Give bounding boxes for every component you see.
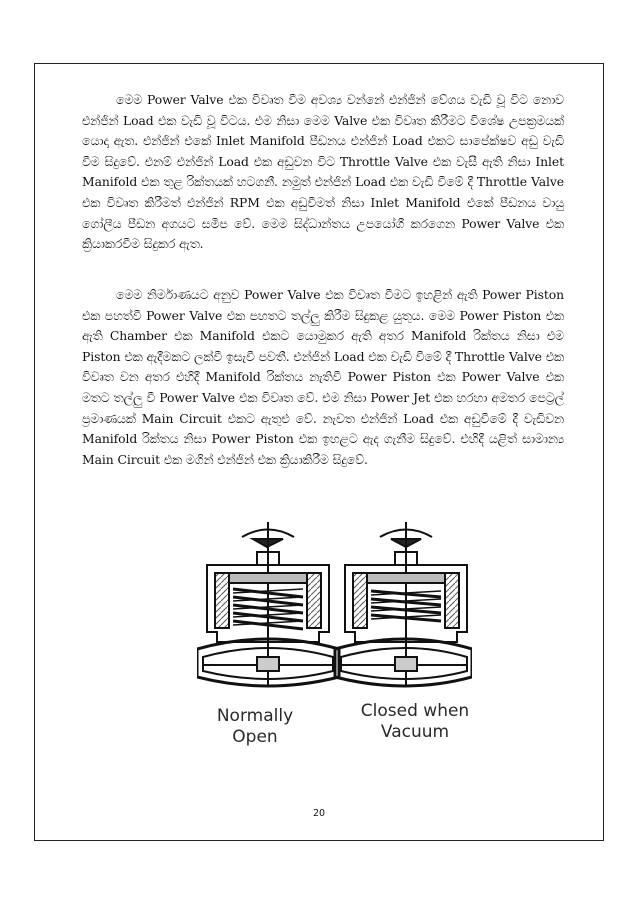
paragraph-2: මෙම නිර්මාණයට අනුව Power Valve එක විවෘත වීමට ඉහළින් ඇති Power Piston එක පහත්වී Power Valve එක පහතට තල්ලු කිරීම සිදුකළ යුතුය. මෙම Power Piston එක ඇති Chamber එක Manifold එකට යොමුකර ඇති අතර Manifold රික්තය නිසා එම Piston එක ඇදීමකට ලක්වී ඉසැවී පවතී. එන්ජින් Load එක වැඩි වීමේ දී Throttle Valve එක විවෘත වන අතර එහිදී Manifold රික්තය නැතිවී Power Piston එක Power Valve එක මතට තල්ලු වී Power Valve එක විවෘත වේ. එම නිසා Power Jet එක හරහා අමතර පෙට්‍රල් ප්‍රමාණයක් Main Circuit එකට ඇතුළු වේ. නැවත එන්ජින් Load එක අඩුවීමේ දී වැඩිවන Manifold රික්තය නිසා Power Piston එක ඉහළට ඇද ගැනීම සිදුවේ. එහිදී යළිත් සාමාන්‍ය Main Circuit එක මගින් එන්ජින් එක ක්‍රියාකිරීම සිදුවේ. <box>82 287 564 467</box>
paragraph-1: මෙම Power Valve එක විවෘත වීම අවශ්‍ය වන්නේ එන්ජින් වේගය වැඩි වූ විට නොව එන්ජින් Load එක වැඩි වූ විටය. එම නිසා මෙම Valve එක විවෘත කිරීමට විශේෂ උපක්‍රමයක් යොදා ඇත. එන්ජින් එකේ Inlet Manifold පීඩනය එන්ජින් Load එකට සාපේක්ෂව අඩු වැඩි වීම සිදුවේ. එනම් එන්ජින් Load එක අඩුවන විට Throttle Valve එක වැසී ඇති නිසා Inlet Manifold එක තුළ රික්තයක් හටගනී. නමුත් එන්ජින් Load එක වැඩි වීමේ දී Throttle Valve එක විවෘත කිරීමත් එන්ජින් RPM එක අඩුවීමත් නිසා Inlet Manifold එකේ පීඩනය වායු ගෝලීය පීඩන අගයට සමීප වේ. මෙම සිද්ධාන්තය උපයෝගී කරගෙන Power Valve එක ක්‍රියාකරවීම සිදුකර ඇත. <box>82 92 564 252</box>
page-number: 20 <box>312 808 326 819</box>
caption-normally-open: Normally Open <box>216 706 294 747</box>
valve-normally-open <box>197 522 339 687</box>
caption-closed-when-vacuum: Closed when Vacuum <box>360 701 470 742</box>
valve-closed-when-vacuum <box>335 522 472 687</box>
